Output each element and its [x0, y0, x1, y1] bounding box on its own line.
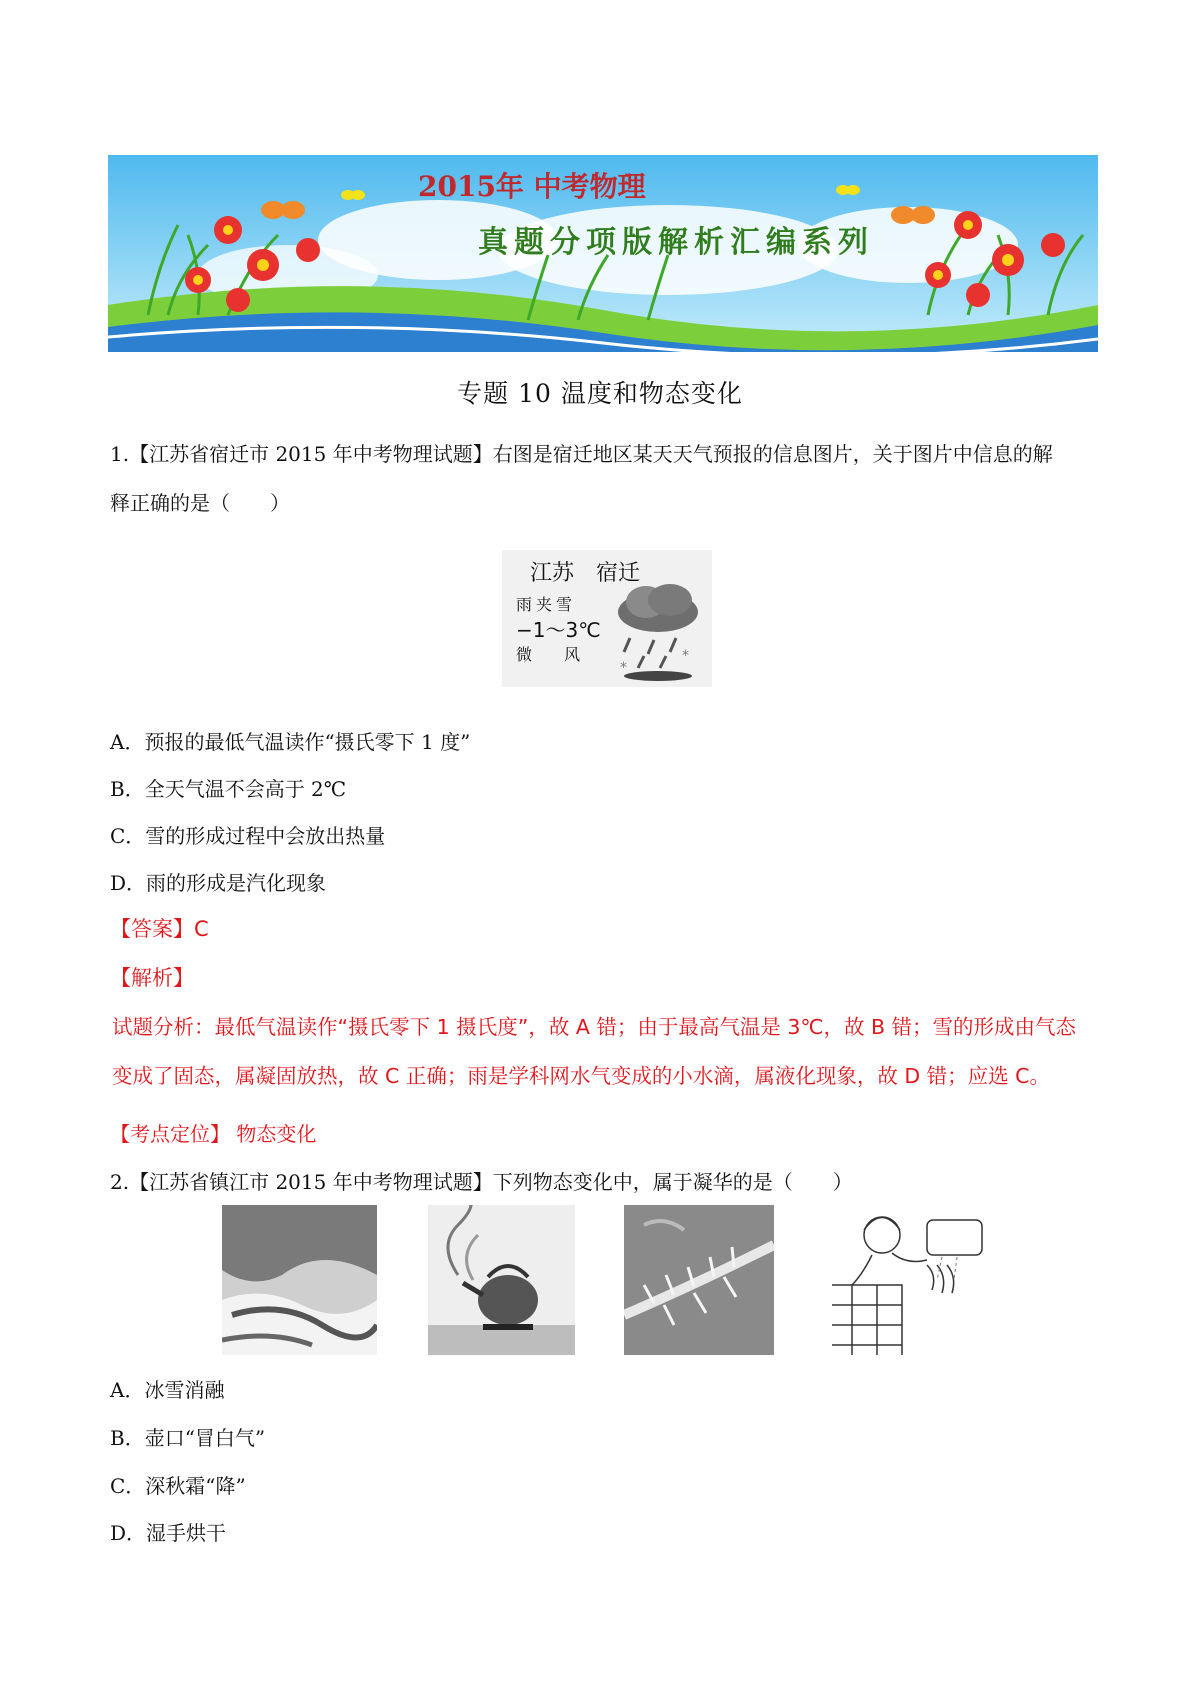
photo-melting-snow — [222, 1205, 377, 1355]
weather-forecast-image — [502, 550, 712, 687]
page-title: 专题 10 温度和物态变化 — [457, 379, 743, 408]
svg-text:*: * — [682, 648, 689, 664]
q1-option-b: B．全天气温不会高于 2℃ — [110, 777, 347, 801]
q1-option-d: D．雨的形成是汽化现象 — [110, 871, 327, 895]
q1-stem-line1: 1.【江苏省宿迁市 2015 年中考物理试题】右图是宿迁地区某天天气预报的信息图片，关于图片中信息的解 — [110, 442, 1053, 466]
q2-option-c: C．深秋霜“降” — [110, 1474, 246, 1498]
photo-kettle-steam — [428, 1205, 575, 1355]
banner-series-title: 真题分项版解析汇编系列 — [478, 225, 874, 260]
header-banner — [108, 155, 1098, 352]
q2-option-a: A．冰雪消融 — [110, 1378, 225, 1402]
q1-analysis-line2: 变成了固态，属凝固放热，故 C 正确；雨是学科网水气变成的小水滴，属液化现象，故 D 错；应选 C。 — [112, 1064, 1050, 1088]
q1-option-c: C．雪的形成过程中会放出热量 — [110, 824, 386, 848]
weather-condition: 雨夹雪 — [516, 595, 577, 614]
weather-location: 江苏 宿迁 — [530, 561, 641, 586]
q1-kaodian: 【考点定位】 物态变化 — [110, 1122, 317, 1146]
sleet-cloud-icon — [610, 582, 706, 682]
svg-text:*: * — [620, 660, 627, 676]
q2-option-b: B．壶口“冒白气” — [110, 1426, 266, 1450]
q2-stem: 2.【江苏省镇江市 2015 年中考物理试题】下列物态变化中，属于凝华的是（ ） — [110, 1170, 853, 1194]
q1-stem-line2: 释正确的是（ ） — [110, 491, 290, 515]
q1-analysis-line1: 试题分析：最低气温读作“摄氏零下 1 摄氏度”，故 A 错；由于最高气温是 3℃，故 B 错；雪的形成由气态 — [112, 1015, 1077, 1039]
illustration-hand-dryer — [832, 1205, 987, 1355]
q1-answer: 【答案】C — [110, 917, 209, 941]
q2-option-d: D．湿手烘干 — [110, 1521, 227, 1545]
weather-wind: 微 风 — [516, 645, 581, 664]
q1-option-a: A．预报的最低气温读作“摄氏零下 1 度” — [110, 730, 471, 754]
banner-year-title: 2015年 中考物理 — [418, 170, 646, 203]
photo-frost-pine — [624, 1205, 774, 1355]
q1-analysis-label: 【解析】 — [110, 966, 194, 990]
weather-temperature: −1～3℃ — [516, 618, 601, 642]
